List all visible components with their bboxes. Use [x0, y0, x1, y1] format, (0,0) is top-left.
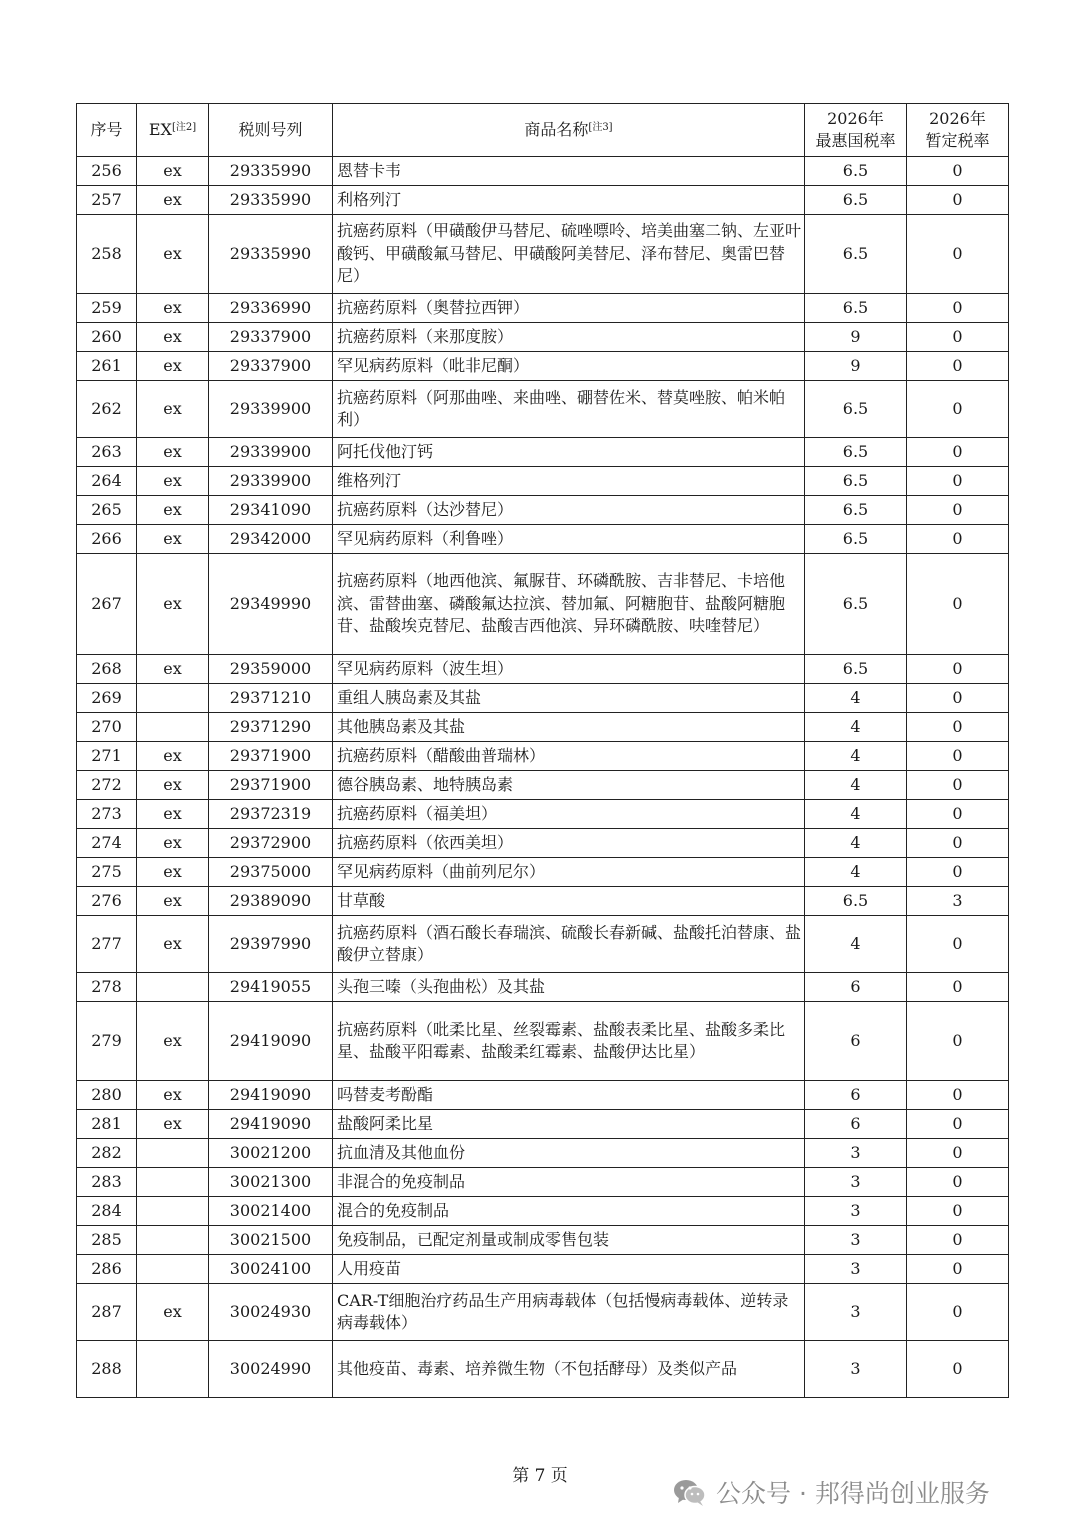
cell-code: 29337900: [209, 352, 333, 381]
table-row: [77, 887, 1009, 916]
cell-name: CAR-T细胞治疗药品生产用病毒载体（包括慢病毒载体、逆转录病毒载体）: [333, 1284, 805, 1341]
cell-code: 29349990: [209, 554, 333, 655]
cell-code: 29419090: [209, 1110, 333, 1139]
cell-provisional-rate: 0: [907, 352, 1009, 381]
cell-code: 29372900: [209, 829, 333, 858]
table-row: [77, 554, 1009, 655]
header-mfn-label: 最惠国税率: [815, 131, 896, 150]
table-row: [77, 684, 1009, 713]
cell-code: 29389090: [209, 887, 333, 916]
table-row: [77, 1110, 1009, 1139]
cell-name: 其他胰岛素及其盐: [333, 713, 805, 742]
cell-ex: ex: [137, 858, 209, 887]
cell-provisional-rate: 0: [907, 1002, 1009, 1081]
cell-mfn-rate: 3: [805, 1284, 907, 1341]
cell-provisional-rate: 0: [907, 858, 1009, 887]
cell-provisional-rate: 0: [907, 186, 1009, 215]
cell-mfn-rate: 4: [805, 829, 907, 858]
cell-ex: ex: [137, 1284, 209, 1341]
cell-seq: 286: [77, 1255, 137, 1284]
cell-seq: 280: [77, 1081, 137, 1110]
cell-seq: 263: [77, 438, 137, 467]
cell-name: 抗癌药原料（依西美坦）: [333, 829, 805, 858]
cell-provisional-rate: 0: [907, 1255, 1009, 1284]
cell-code: 30021200: [209, 1139, 333, 1168]
cell-provisional-rate: 0: [907, 323, 1009, 352]
cell-code: 29371900: [209, 742, 333, 771]
cell-mfn-rate: 3: [805, 1168, 907, 1197]
header-name-label: 商品名称: [524, 120, 589, 139]
cell-seq: 275: [77, 858, 137, 887]
cell-ex: ex: [137, 186, 209, 215]
table-row: [77, 1341, 1009, 1398]
table-row: [77, 352, 1009, 381]
table-row: [77, 323, 1009, 352]
cell-provisional-rate: 0: [907, 1226, 1009, 1255]
cell-mfn-rate: 6.5: [805, 186, 907, 215]
cell-ex: ex: [137, 215, 209, 294]
cell-mfn-rate: 6.5: [805, 294, 907, 323]
cell-code: 30021500: [209, 1226, 333, 1255]
cell-mfn-rate: 6.5: [805, 438, 907, 467]
cell-mfn-rate: 4: [805, 858, 907, 887]
cell-name: 抗癌药原料（来那度胺）: [333, 323, 805, 352]
cell-mfn-rate: 6.5: [805, 554, 907, 655]
table-row: [77, 1197, 1009, 1226]
header-code: 税则号列: [209, 104, 333, 157]
cell-name: 抗癌药原料（奥替拉西钾）: [333, 294, 805, 323]
cell-seq: 279: [77, 1002, 137, 1081]
cell-name: 利格列汀: [333, 186, 805, 215]
cell-ex: [137, 1341, 209, 1398]
cell-provisional-rate: 0: [907, 554, 1009, 655]
cell-name: 抗癌药原料（达沙替尼）: [333, 496, 805, 525]
cell-seq: 273: [77, 800, 137, 829]
table-row: [77, 1255, 1009, 1284]
cell-mfn-rate: 6: [805, 1110, 907, 1139]
cell-mfn-rate: 3: [805, 1226, 907, 1255]
cell-ex: ex: [137, 800, 209, 829]
cell-code: 29419090: [209, 1002, 333, 1081]
cell-name: 抗癌药原料（地西他滨、氟脲苷、环磷酰胺、吉非替尼、卡培他滨、雷替曲塞、磷酸氟达拉滨、替加氟、阿糖胞苷、盐酸阿糖胞苷、盐酸埃克替尼、盐酸吉西他滨、异环磷酰胺、呋喹替尼）: [333, 554, 805, 655]
cell-code: 30024100: [209, 1255, 333, 1284]
table-row: [77, 655, 1009, 684]
cell-ex: [137, 713, 209, 742]
cell-ex: [137, 1139, 209, 1168]
cell-provisional-rate: 0: [907, 1341, 1009, 1398]
cell-provisional-rate: 0: [907, 973, 1009, 1002]
cell-mfn-rate: 3: [805, 1139, 907, 1168]
header-mfn-rate: [805, 104, 907, 157]
cell-code: 29339900: [209, 381, 333, 438]
cell-provisional-rate: 0: [907, 1168, 1009, 1197]
table-row: [77, 1226, 1009, 1255]
cell-mfn-rate: 6.5: [805, 525, 907, 554]
page-number: 第 7 页: [512, 1466, 568, 1486]
cell-code: 29341090: [209, 496, 333, 525]
cell-code: 30024990: [209, 1341, 333, 1398]
table-row: [77, 973, 1009, 1002]
cell-ex: ex: [137, 157, 209, 186]
header-prov-label: 暂定税率: [925, 131, 990, 150]
cell-provisional-rate: 0: [907, 1197, 1009, 1226]
cell-seq: 265: [77, 496, 137, 525]
cell-seq: 267: [77, 554, 137, 655]
cell-provisional-rate: 0: [907, 215, 1009, 294]
cell-mfn-rate: 9: [805, 352, 907, 381]
cell-ex: ex: [137, 525, 209, 554]
cell-seq: 268: [77, 655, 137, 684]
cell-mfn-rate: 4: [805, 916, 907, 973]
cell-ex: ex: [137, 916, 209, 973]
cell-mfn-rate: 6.5: [805, 467, 907, 496]
table-row: [77, 157, 1009, 186]
cell-mfn-rate: 3: [805, 1255, 907, 1284]
table-row: [77, 742, 1009, 771]
cell-name: 免疫制品，已配定剂量或制成零售包装: [333, 1226, 805, 1255]
table-row: [77, 438, 1009, 467]
table-row: [77, 1284, 1009, 1341]
cell-provisional-rate: 0: [907, 742, 1009, 771]
cell-ex: ex: [137, 1002, 209, 1081]
cell-mfn-rate: 6.5: [805, 496, 907, 525]
cell-ex: [137, 1197, 209, 1226]
cell-provisional-rate: 0: [907, 916, 1009, 973]
table-row: [77, 858, 1009, 887]
cell-provisional-rate: 0: [907, 655, 1009, 684]
cell-code: 29419090: [209, 1081, 333, 1110]
cell-name: 重组人胰岛素及其盐: [333, 684, 805, 713]
cell-name: 抗血清及其他血份: [333, 1139, 805, 1168]
cell-seq: 258: [77, 215, 137, 294]
cell-provisional-rate: 0: [907, 1081, 1009, 1110]
cell-seq: 278: [77, 973, 137, 1002]
cell-seq: 269: [77, 684, 137, 713]
cell-ex: ex: [137, 496, 209, 525]
table-row: [77, 713, 1009, 742]
cell-name: 抗癌药原料（福美坦）: [333, 800, 805, 829]
cell-mfn-rate: 3: [805, 1341, 907, 1398]
table-row: [77, 1081, 1009, 1110]
table-row: [77, 186, 1009, 215]
cell-code: 29335990: [209, 157, 333, 186]
cell-code: 29371210: [209, 684, 333, 713]
cell-ex: ex: [137, 829, 209, 858]
cell-code: 29335990: [209, 186, 333, 215]
cell-seq: 283: [77, 1168, 137, 1197]
header-seq: 序号: [77, 104, 137, 157]
cell-code: 29372319: [209, 800, 333, 829]
cell-seq: 262: [77, 381, 137, 438]
cell-name: 抗癌药原料（甲磺酸伊马替尼、硫唑嘌呤、培美曲塞二钠、左亚叶酸钙、甲磺酸氟马替尼、甲磺酸阿美替尼、泽布替尼、奥雷巴替尼）: [333, 215, 805, 294]
cell-code: 29371290: [209, 713, 333, 742]
cell-name: 非混合的免疫制品: [333, 1168, 805, 1197]
cell-provisional-rate: 0: [907, 1284, 1009, 1341]
cell-code: 29336990: [209, 294, 333, 323]
header-provisional-rate: [907, 104, 1009, 157]
cell-ex: ex: [137, 554, 209, 655]
cell-seq: 271: [77, 742, 137, 771]
cell-seq: 287: [77, 1284, 137, 1341]
cell-seq: 259: [77, 294, 137, 323]
table-row: [77, 1002, 1009, 1081]
cell-code: 29335990: [209, 215, 333, 294]
cell-provisional-rate: 0: [907, 467, 1009, 496]
cell-seq: 277: [77, 916, 137, 973]
tariff-table: [76, 103, 1009, 1398]
cell-name: 抗癌药原料（阿那曲唑、来曲唑、硼替佐米、替莫唑胺、帕米帕利）: [333, 381, 805, 438]
cell-mfn-rate: 6.5: [805, 887, 907, 916]
cell-seq: 282: [77, 1139, 137, 1168]
cell-provisional-rate: 0: [907, 294, 1009, 323]
cell-mfn-rate: 6.5: [805, 157, 907, 186]
cell-seq: 285: [77, 1226, 137, 1255]
cell-provisional-rate: 0: [907, 525, 1009, 554]
cell-name: 抗癌药原料（吡柔比星、丝裂霉素、盐酸表柔比星、盐酸多柔比星、盐酸平阳霉素、盐酸柔红霉素、盐酸伊达比星）: [333, 1002, 805, 1081]
cell-name: 混合的免疫制品: [333, 1197, 805, 1226]
cell-provisional-rate: 0: [907, 496, 1009, 525]
cell-code: 29359000: [209, 655, 333, 684]
cell-ex: ex: [137, 438, 209, 467]
cell-code: 29337900: [209, 323, 333, 352]
header-ex: [137, 104, 209, 157]
cell-provisional-rate: 0: [907, 438, 1009, 467]
cell-mfn-rate: 4: [805, 742, 907, 771]
table-row: [77, 525, 1009, 554]
header-ex-note: [注2]: [171, 122, 197, 133]
header-name: [333, 104, 805, 157]
cell-code: 29397990: [209, 916, 333, 973]
cell-ex: [137, 1168, 209, 1197]
cell-ex: ex: [137, 467, 209, 496]
cell-ex: [137, 684, 209, 713]
cell-provisional-rate: 0: [907, 800, 1009, 829]
cell-name: 阿托伐他汀钙: [333, 438, 805, 467]
cell-name: 罕见病药原料（波生坦）: [333, 655, 805, 684]
table-row: [77, 800, 1009, 829]
cell-name: 罕见病药原料（吡非尼酮）: [333, 352, 805, 381]
cell-code: 29339900: [209, 467, 333, 496]
table-row: [77, 467, 1009, 496]
cell-ex: ex: [137, 742, 209, 771]
cell-name: 抗癌药原料（醋酸曲普瑞林）: [333, 742, 805, 771]
cell-seq: 274: [77, 829, 137, 858]
cell-ex: [137, 1255, 209, 1284]
cell-mfn-rate: 6: [805, 1002, 907, 1081]
cell-code: 29342000: [209, 525, 333, 554]
cell-code: 29339900: [209, 438, 333, 467]
cell-ex: ex: [137, 1110, 209, 1139]
cell-ex: ex: [137, 887, 209, 916]
header-name-note: [注3]: [588, 122, 613, 133]
cell-provisional-rate: 0: [907, 381, 1009, 438]
cell-code: 30024930: [209, 1284, 333, 1341]
cell-seq: 281: [77, 1110, 137, 1139]
table-row: [77, 916, 1009, 973]
cell-seq: 266: [77, 525, 137, 554]
cell-seq: 256: [77, 157, 137, 186]
header-prov-year: 2026年: [929, 109, 986, 128]
cell-provisional-rate: 0: [907, 771, 1009, 800]
cell-code: 29371900: [209, 771, 333, 800]
wechat-icon: [672, 1477, 708, 1507]
cell-mfn-rate: 4: [805, 800, 907, 829]
cell-ex: ex: [137, 771, 209, 800]
cell-mfn-rate: 9: [805, 323, 907, 352]
cell-seq: 260: [77, 323, 137, 352]
cell-name: 甘草酸: [333, 887, 805, 916]
table-row: [77, 215, 1009, 294]
cell-name: 罕见病药原料（利鲁唑）: [333, 525, 805, 554]
cell-name: 人用疫苗: [333, 1255, 805, 1284]
cell-provisional-rate: 0: [907, 829, 1009, 858]
cell-mfn-rate: 6.5: [805, 655, 907, 684]
cell-mfn-rate: 6.5: [805, 215, 907, 294]
cell-seq: 270: [77, 713, 137, 742]
cell-seq: 261: [77, 352, 137, 381]
watermark: [672, 1474, 990, 1510]
cell-name: 恩替卡韦: [333, 157, 805, 186]
cell-provisional-rate: 0: [907, 713, 1009, 742]
cell-provisional-rate: 0: [907, 157, 1009, 186]
cell-code: 29419055: [209, 973, 333, 1002]
cell-mfn-rate: 4: [805, 684, 907, 713]
table-row: [77, 1139, 1009, 1168]
cell-seq: 257: [77, 186, 137, 215]
cell-name: 维格列汀: [333, 467, 805, 496]
cell-name: 其他疫苗、毒素、培养微生物（不包括酵母）及类似产品: [333, 1341, 805, 1398]
cell-ex: ex: [137, 1081, 209, 1110]
cell-ex: ex: [137, 323, 209, 352]
cell-code: 29375000: [209, 858, 333, 887]
cell-code: 30021300: [209, 1168, 333, 1197]
cell-ex: ex: [137, 294, 209, 323]
cell-name: 罕见病药原料（曲前列尼尔）: [333, 858, 805, 887]
table-row: [77, 829, 1009, 858]
cell-mfn-rate: 6.5: [805, 381, 907, 438]
table-row: [77, 381, 1009, 438]
cell-name: 抗癌药原料（酒石酸长春瑞滨、硫酸长春新碱、盐酸托泊替康、盐酸伊立替康）: [333, 916, 805, 973]
table-header-row: [77, 104, 1009, 157]
header-mfn-year: 2026年: [827, 109, 884, 128]
table-row: [77, 294, 1009, 323]
table-row: [77, 1168, 1009, 1197]
cell-name: 盐酸阿柔比星: [333, 1110, 805, 1139]
cell-seq: 288: [77, 1341, 137, 1398]
watermark-text: 公众号 · 邦得尚创业服务: [716, 1479, 990, 1508]
cell-ex: ex: [137, 655, 209, 684]
cell-mfn-rate: 4: [805, 713, 907, 742]
cell-code: 30021400: [209, 1197, 333, 1226]
table-row: [77, 771, 1009, 800]
cell-mfn-rate: 4: [805, 771, 907, 800]
cell-ex: [137, 973, 209, 1002]
cell-ex: ex: [137, 381, 209, 438]
table-row: [77, 496, 1009, 525]
cell-name: 德谷胰岛素、地特胰岛素: [333, 771, 805, 800]
cell-name: 头孢三嗪（头孢曲松）及其盐: [333, 973, 805, 1002]
header-ex-label: EX: [148, 120, 172, 139]
cell-provisional-rate: 3: [907, 887, 1009, 916]
cell-mfn-rate: 3: [805, 1197, 907, 1226]
cell-seq: 264: [77, 467, 137, 496]
cell-name: 吗替麦考酚酯: [333, 1081, 805, 1110]
cell-seq: 284: [77, 1197, 137, 1226]
cell-ex: ex: [137, 352, 209, 381]
cell-ex: [137, 1226, 209, 1255]
cell-mfn-rate: 6: [805, 973, 907, 1002]
cell-seq: 272: [77, 771, 137, 800]
cell-seq: 276: [77, 887, 137, 916]
cell-provisional-rate: 0: [907, 684, 1009, 713]
cell-mfn-rate: 6: [805, 1081, 907, 1110]
cell-provisional-rate: 0: [907, 1139, 1009, 1168]
cell-provisional-rate: 0: [907, 1110, 1009, 1139]
